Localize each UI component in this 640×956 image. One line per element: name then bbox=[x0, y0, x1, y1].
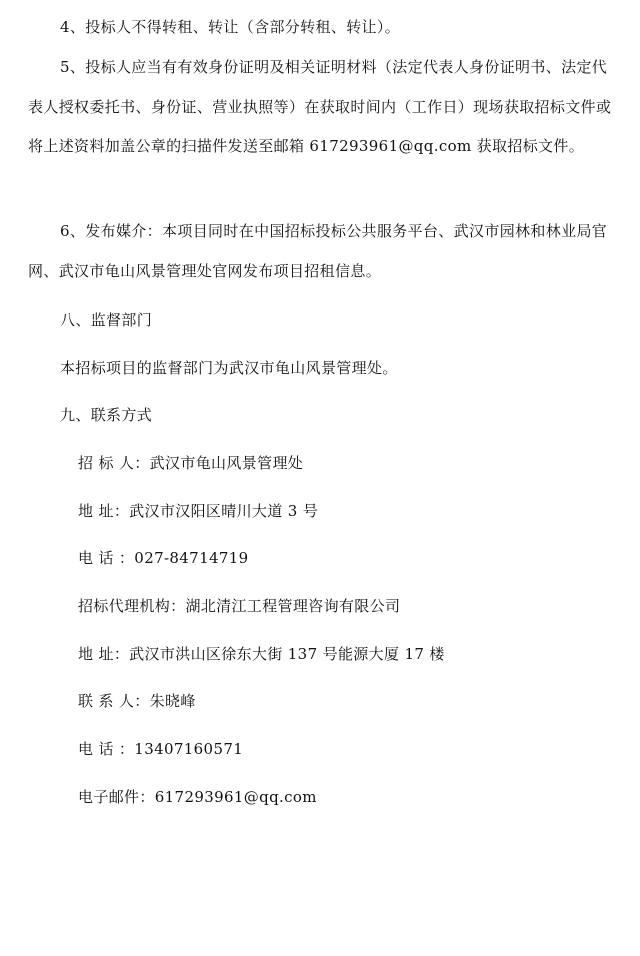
contact-agency bbox=[78, 595, 400, 617]
contact-email-value[interactable]: 617293961@qq.com bbox=[154, 788, 317, 806]
contact-label: 电 话 ： bbox=[78, 549, 135, 567]
item-4-paragraph: 4、投标人不得转租、转让（含部分转租、转让）。 bbox=[60, 18, 401, 36]
contact-person bbox=[78, 690, 196, 712]
item-6-paragraph: 6、发布媒介：本项目同时在中国招标投标公共服务平台、武汉市园林和林业局官网、武汉市龟山风景管理处官网发布项目招租信息。 bbox=[28, 222, 608, 280]
contact-label: 地 址： bbox=[78, 502, 130, 520]
section-9-heading: 九、联系方式 bbox=[60, 406, 153, 424]
contact-person-phone bbox=[78, 738, 243, 760]
contact-address bbox=[78, 500, 318, 522]
contact-label: 电子邮件： bbox=[78, 788, 155, 806]
contact-phone bbox=[78, 547, 249, 569]
contact-label: 招 标 人： bbox=[78, 454, 150, 472]
contact-value: 湖北清江工程管理咨询有限公司 bbox=[185, 597, 401, 615]
contact-value: 027-84714719 bbox=[134, 549, 249, 567]
contact-value: 武汉市汉阳区晴川大道 3 号 bbox=[129, 502, 319, 520]
section-8-heading: 八、监督部门 bbox=[60, 311, 153, 329]
contact-value: 武汉市龟山风景管理处 bbox=[149, 454, 304, 472]
contact-value: 13407160571 bbox=[134, 740, 244, 758]
contact-label: 联 系 人： bbox=[78, 692, 150, 710]
contact-agency-address bbox=[78, 643, 445, 665]
contact-label: 招标代理机构： bbox=[78, 597, 186, 615]
contact-label: 地 址： bbox=[78, 645, 130, 663]
contact-label: 电 话 ： bbox=[78, 740, 135, 758]
section-8-text: 本招标项目的监督部门为武汉市龟山风景管理处。 bbox=[60, 359, 398, 377]
contact-email bbox=[78, 786, 317, 808]
contact-value: 朱晓峰 bbox=[149, 692, 196, 710]
item-5-paragraph: 5、投标人应当有有效身份证明及相关证明材料（法定代表人身份证明书、法定代表人授权委托书、身份证、营业执照等）在获取时间内（工作日）现场获取招标文件或将上述资料加盖公章的扫描件发送至邮箱 617293961@qq.com 获取招标文件。 bbox=[28, 58, 612, 155]
contact-value: 武汉市洪山区徐东大街 137 号能源大厦 17 楼 bbox=[129, 645, 445, 663]
contact-tenderer bbox=[78, 452, 303, 474]
